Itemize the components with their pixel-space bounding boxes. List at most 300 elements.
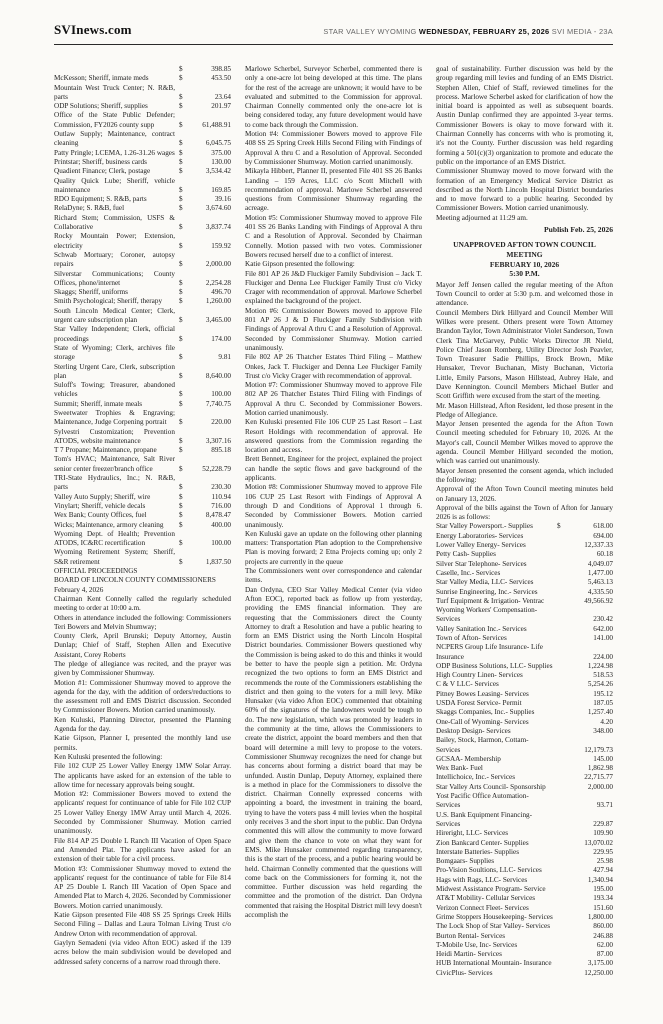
bill-amount [557, 866, 613, 875]
payment-row [54, 84, 231, 103]
bill-name: T-Mobile Use, Inc- Services [436, 940, 518, 949]
dollar-sign: $ [179, 511, 183, 520]
payment-name: Patty Pringle; LCEMA, 1.26-31.26 wages [54, 148, 175, 157]
bill-amount [557, 522, 613, 531]
afton-heading-line: 5:30 P.M. [509, 269, 540, 279]
dateline-location: STAR VALLEY WYOMING [323, 27, 419, 36]
dollar-sign: $ [179, 102, 183, 111]
bill-row [436, 755, 613, 764]
dollar-sign: $ [179, 288, 183, 297]
bill-amount [557, 764, 613, 773]
payment-name: T 7 Propane; Maintenance, propane [54, 446, 157, 455]
amount-value: 1,800.00 [587, 912, 613, 921]
payment-amount [179, 465, 231, 474]
amount-value: 427.94 [593, 866, 613, 875]
payment-amount [179, 400, 231, 409]
bill-row [436, 597, 613, 606]
bill-amount [557, 569, 613, 578]
bill-amount [557, 801, 613, 810]
official-proceedings-heading [54, 567, 231, 595]
dollar-sign: $ [179, 557, 183, 566]
amount-value: 60.18 [596, 550, 613, 559]
bill-row [436, 625, 613, 634]
bill-amount [557, 969, 613, 978]
bill-row [436, 932, 613, 941]
amount-value: 169.85 [211, 185, 231, 194]
minutes-paragraph: Ken Kuluski, Planning Director, presented the Planning Agenda for the day. [54, 715, 231, 734]
payment-name: Schwab Mortuary; Coroner, autopsy repairs [54, 250, 175, 269]
minutes-paragraph: Katie Gipson presented the following: [245, 260, 355, 269]
bill-name: U.S. Bank Equipment Financing- Services [436, 810, 533, 828]
amount-value: 230.42 [593, 615, 613, 624]
payment-amount [179, 121, 231, 130]
minutes-paragraph: Ken Kuluski presented the following: [54, 752, 163, 761]
payment-row [54, 214, 231, 233]
minutes-paragraph: Ken Kuluski presented File 106 CUP 25 Last Resort – Last Resort Holdings with recommendation of approval. He answered questions from the Commission regarding the location and access. [245, 418, 422, 455]
article-columns [54, 65, 613, 978]
bill-row [436, 773, 613, 782]
payment-name: Tom's HVAC; Maintenance, Salt River senior center freezer/branch office [54, 455, 175, 473]
amount-value: 141.00 [593, 634, 613, 642]
minutes-paragraph: Meeting adjourned at 11:29 am. [436, 213, 528, 222]
bill-name: ODP Business Solutions, LLC- Supplies [436, 661, 553, 670]
bill-amount [557, 755, 613, 764]
payment-row [54, 74, 231, 83]
minutes-paragraph: Katie Gipson presented File 408 SS 25 Springs Creek Hills Second Filing – Dallas and Laura Tolman Living Trust c/o Andrew Orton with recommendation of approval. [54, 911, 231, 938]
minutes-paragraph: Mikayla Hibbert, Planner II, presented File 401 SS 26 Banks Landing – 159 Acres, LLC c/o Scott Mitchell with recommendation of approval. Marlowe Scherbel answered questions from Commissioner Shumway regarding the acreage. [245, 167, 422, 213]
bill-name: Heidi Martin- Services [436, 950, 502, 959]
minutes-paragraph: File 814 AP 25 Double L Ranch III Vacation of Open Space and Amended Plat. The applicants have asked for an extension of their table for a civil process. [54, 836, 231, 864]
masthead [54, 22, 613, 38]
dollar-sign: $ [179, 418, 183, 427]
bill-amount [557, 690, 613, 699]
bill-name: High Country Linen- Services [436, 671, 523, 680]
payment-amount [179, 139, 231, 148]
bill-amount [557, 839, 613, 848]
dollar-sign: $ [179, 436, 183, 445]
amount-value: 49,566.92 [584, 596, 613, 605]
payment-name: Richard Stem; Commission, USFS & Collaborative [54, 213, 175, 232]
column-middle [245, 65, 422, 920]
bill-name: HUB International Mountain- Insurance [436, 959, 552, 968]
bill-name: The Lock Shop of Star Valley- Services [436, 922, 551, 931]
payment-row [54, 493, 231, 502]
bill-amount [557, 829, 613, 838]
bill-name: Interstate Batteries- Supplies [436, 847, 520, 856]
publish-date-line: Publish Feb. 25, 2026 [544, 225, 613, 235]
afton-council-heading [436, 240, 613, 278]
dollar-sign: $ [179, 148, 183, 157]
minutes-paragraph: Commissioner Shumway moved to move forward with the formation of an Emergency Medical Service District as described as the North Lincoln Hospital District boundaries and to move forward to a public hearing. Seconded by Commissioner Bowers. Motion carried unanimously. [436, 167, 613, 213]
amount-value: 8,640.00 [205, 371, 231, 380]
payment-amount [179, 223, 231, 232]
bill-amount [557, 634, 613, 643]
amount-value: 159.92 [211, 241, 231, 250]
payment-row [54, 232, 231, 251]
amount-value: 1,340.94 [587, 875, 613, 884]
bill-row [436, 941, 613, 950]
bill-amount [557, 718, 613, 727]
dateline-page-number: SVI MEDIA - 23A [549, 27, 613, 36]
bill-name: C & V LLC- Services [436, 680, 499, 689]
dollar-sign: $ [179, 483, 183, 492]
amount-value: 7,740.75 [205, 399, 231, 408]
heading-line: February 4, 2026 [54, 585, 104, 594]
amount-value: 1,837.50 [205, 557, 231, 566]
amount-value: 3,175.00 [587, 959, 613, 968]
bill-amount [557, 885, 613, 894]
bill-name: Hags with Rags, LLC- Services [436, 875, 528, 884]
bill-amount [557, 783, 613, 792]
payment-row [54, 521, 231, 530]
payment-name: Silverstar Communications; County Offices, phone/internet [54, 269, 175, 287]
payment-row [54, 251, 231, 270]
payment-name: Rocky Mountain Power; Extension, electricity [54, 232, 175, 250]
bill-name: Pitney Bowes Leasing- Services [436, 689, 529, 698]
minutes-paragraph: Ken Kuluski gave an update on the following other planning matters: Transportation Plan adoption to the Comprehensive Plan is moving forward; 2 Etna Projects coming up; only 2 projects are currently in the queue [245, 529, 422, 566]
commission-minutes-part-1 [54, 595, 231, 967]
bill-amount [557, 597, 613, 606]
payment-name: Skaggs; Sheriff, uniforms [54, 288, 128, 297]
afton-paragraph: Mayor Jeff Jensen called the regular meeting of the Afton Town Council to order at 5:30 p.m. and welcomed those in attendance. [436, 280, 613, 308]
amount-value: 3,307.16 [205, 436, 231, 445]
payment-row [54, 455, 231, 474]
payment-row [54, 149, 231, 158]
bill-row [436, 922, 613, 931]
payment-row [54, 511, 231, 520]
afton-paragraph: Approval of the Afton Town Council meeting minutes held on January 13, 2026. [436, 485, 613, 503]
dollar-sign: $ [179, 492, 183, 501]
payment-amount [179, 558, 231, 567]
amount-value: 23.64 [214, 92, 231, 101]
payment-row [54, 363, 231, 382]
minutes-paragraph: Motion #7: Commissioner Shumway moved to approve File 802 AP 26 Thatcher Estates Third Filing with Findings of Approval A thru C. Seconded by Commissioner Bowers. Motion carried unanimously. [245, 381, 422, 417]
vendor-payments-list [54, 65, 231, 567]
amount-value: 12,179.73 [584, 745, 613, 754]
bill-row [436, 708, 613, 717]
minutes-paragraph: Motion #8: Commissioner Shumway moved to approve File 106 CUP 25 Last Resort with Findings of Approval A through D and Conditions of Approval 1 through 6. Seconded by Commissioner Bowers. Motion carried unanimously. [245, 483, 422, 529]
bill-row [436, 839, 613, 848]
afton-council-minutes [436, 281, 613, 523]
amount-value: 193.34 [593, 894, 613, 903]
amount-value: 518.53 [593, 671, 613, 680]
payment-name: Quality Quick Lube; Sheriff, vehicle maintenance [54, 176, 175, 194]
dollar-sign: $ [179, 241, 183, 250]
payment-amount [179, 539, 231, 548]
payment-row [54, 446, 231, 455]
bill-name: NCPERS Group Life Insurance- Life Insurance [436, 643, 543, 661]
dollar-sign: $ [179, 334, 183, 343]
payment-name: ODP Solutions; Sheriff, supplies [54, 102, 148, 111]
payment-name: Sylvestri Customization; Prevention ATODS, website maintenance [54, 427, 175, 445]
amount-value: 93.71 [596, 801, 613, 810]
bill-amount [557, 541, 613, 550]
afton-heading-line: FEBRUARY 10, 2026 [489, 259, 560, 269]
payment-row [54, 325, 231, 344]
amount-value: 4,049.07 [587, 559, 613, 568]
payment-row [54, 548, 231, 567]
bill-name: Intellichoice, Inc.- Services [436, 773, 516, 782]
afton-paragraph: Mr. Mason Hillstead, Afton Resident, led those present in the Pledge of Allegiance. [436, 401, 613, 419]
payment-row [54, 158, 231, 167]
bill-row [436, 736, 613, 755]
payment-amount [179, 372, 231, 381]
bill-amount [557, 848, 613, 857]
bill-name: Valley Sanitation Inc.- Services [436, 624, 527, 633]
bill-row [436, 727, 613, 736]
dollar-sign: $ [179, 278, 183, 287]
payment-name: Wyoming Retirement System; Sheriff, S&R retirement [54, 548, 175, 566]
bill-row [436, 541, 613, 550]
amount-value: 4.20 [600, 717, 613, 726]
amount-value: 187.05 [593, 699, 613, 708]
bill-name: Bailey, Stock, Harmon, Cottam- Services [436, 736, 529, 754]
bill-row [436, 550, 613, 559]
amount-value: 151.60 [593, 903, 613, 912]
payment-row [54, 400, 231, 409]
bill-name: Star Valley Arts Council- Sponsorship [436, 782, 546, 791]
amount-value: 3,534.42 [205, 167, 231, 176]
dateline [323, 27, 613, 36]
bill-amount [557, 615, 613, 624]
bill-name: CivicPlus- Services [436, 968, 493, 977]
minutes-paragraph: File 801 AP 26 J&D Fluckiger Family Subdivision – Jack T. Fluckiger and Denna Lee Fluckiger Family Trust c/o Vicky Crager with recommendation of approval. Marlowe Scherbel explained the background of the project. [245, 269, 422, 306]
payment-name: Sterling Urgent Care, Clerk, subscription plan [54, 362, 175, 380]
bill-row [436, 904, 613, 913]
payment-name: Office of the State Public Defender; Commission, FY2026 county supp [54, 111, 175, 129]
payment-amount [179, 260, 231, 269]
bill-row [436, 848, 613, 857]
commission-minutes-part-3 [436, 65, 613, 223]
payment-row [54, 474, 231, 493]
payment-name: Summit; Sheriff, inmate meals [54, 399, 143, 408]
amount-value: 4,335.50 [587, 587, 613, 596]
payment-amount [179, 335, 231, 344]
dollar-sign: $ [557, 522, 561, 531]
amount-value: 195.12 [593, 689, 613, 698]
payment-amount [179, 390, 231, 399]
bill-name: Petty Cash- Supplies [436, 550, 496, 559]
payment-amount [179, 353, 231, 362]
bill-amount [557, 950, 613, 959]
bill-name: Star Valley Media, LLC- Services [436, 578, 534, 587]
bill-name: Skaggs Companies, Inc.- Supplies [436, 708, 535, 717]
amount-value: 52,228.79 [202, 464, 231, 473]
bill-row [436, 959, 613, 968]
amount-value: 5,463.13 [587, 578, 613, 587]
amount-value: 1,862.98 [587, 764, 613, 773]
dollar-sign: $ [179, 167, 183, 176]
bill-amount [557, 550, 613, 559]
amount-value: 1,477.00 [587, 568, 613, 577]
amount-value: 230.30 [211, 483, 231, 492]
bill-row [436, 857, 613, 866]
bill-row [436, 718, 613, 727]
dollar-sign: $ [179, 139, 183, 148]
payment-row [54, 502, 231, 511]
amount-value: 6,045.75 [205, 139, 231, 148]
amount-value: 375.00 [211, 148, 231, 157]
amount-value: 2,000.00 [205, 260, 231, 269]
bill-row [436, 792, 613, 811]
heading-line: OFFICIAL PROCEEDINGS [54, 567, 138, 576]
bill-name: Bomgaars- Supplies [436, 857, 495, 866]
payment-name: Vinylart; Sheriff, vehicle decals [54, 501, 146, 510]
bill-row [436, 569, 613, 578]
amount-value: 400.00 [211, 520, 231, 529]
amount-value: 22,715.77 [584, 773, 613, 782]
amount-value: 229.87 [593, 819, 613, 828]
amount-value: 5,254.26 [587, 680, 613, 689]
amount-value: 13,070.02 [584, 838, 613, 847]
payment-name: Star Valley Independent; Clerk, official proceedings [54, 325, 175, 343]
amount-value: 224.00 [593, 652, 613, 661]
payment-amount [179, 279, 231, 288]
bill-name: AT&T Mobility- Cellular Services [436, 894, 536, 903]
dollar-sign: $ [179, 390, 183, 399]
payment-amount [179, 483, 231, 492]
afton-paragraph: Mayor Jensen presented the agenda for the Afton Town Council meeting scheduled for February 10, 2026. At the Mayor's call, Council Member Wilkes moved to approve the agenda. Council Member Hillyard seconded the motion, which was carried out unanimously. [436, 420, 613, 466]
minutes-paragraph: Motion #4: Commissioner Bowers moved to approve File 408 SS 25 Spring Creek Hills Second Filing with Findings of Approval A thru C and a Resolution of Approval. Seconded by Commissioner Shumway. Motion carried unanimously. [245, 130, 422, 166]
amount-value: 860.00 [593, 922, 613, 931]
bill-row [436, 699, 613, 708]
amount-value: 220.00 [211, 418, 231, 427]
payment-row [54, 177, 231, 196]
minutes-paragraph: Brett Bennett, Engineer for the project, explained the project can handle the septic flows and gave background of the applicants. [245, 455, 422, 483]
bill-amount [557, 560, 613, 569]
dateline-date: WEDNESDAY, FEBRUARY 25, 2026 [418, 27, 550, 36]
bill-row [436, 560, 613, 569]
bill-name: Town of Afton- Services [436, 634, 507, 642]
payment-amount [179, 149, 231, 158]
amount-value: 12,250.00 [584, 968, 613, 977]
bill-name: GCSAA- Membership [436, 754, 501, 763]
payment-name: Sweetwater Trophies & Engraving; Maintenance, Judge Corpening portrait [54, 408, 175, 427]
bill-name: Caselle, Inc.- Services [436, 568, 501, 577]
bill-amount [557, 727, 613, 736]
bill-amount [557, 959, 613, 968]
payment-row [54, 297, 231, 306]
bill-row [436, 783, 613, 792]
amount-value: 496.70 [211, 288, 231, 297]
bill-row [436, 522, 613, 531]
site-title: SVInews.com [54, 22, 132, 37]
payment-name: McKesson; Sheriff, inmate meds [54, 74, 149, 83]
bill-name: Midwest Assistance Program- Service [436, 885, 546, 894]
bill-amount [557, 820, 613, 829]
payment-amount [179, 186, 231, 195]
bill-name: Silver Star Telephone- Services [436, 559, 527, 568]
amount-value: 109.90 [593, 829, 613, 838]
minutes-paragraph: Motion #1: Commissioner Shumway moved to approve the agenda for the day, with the addition of orders/reductions to the assessment roll and EMS District discussion. Seconded by Commissioner Bowers. Motion carried unanimously. [54, 678, 231, 715]
bill-name: Hireright, LLC- Services [436, 829, 509, 838]
payment-name: Smith Psychological; Sheriff, therapy [54, 297, 163, 306]
amount-value: 174.00 [211, 334, 231, 343]
dollar-sign: $ [179, 195, 183, 204]
minutes-paragraph: goal of sustainability. Further discussion was held by the group regarding mill levies and funding of an EMS District. Stephen Allen, Chief of Staff, reviewed timelines for the process. Marlowe Scherbel asked for clarification of how the initial board is appointed as well as subsequent boards. Austin Dunlap confirmed they are appointed 3-year terms. Commissioner Bowers is okay to move forward with it. Chairman Connelly has concerns with who is promoting it, it's not the County. Further discussion was held regarding forming a 501(c)(3) organization to promote and educate the public on the importance of an EMS District. [436, 65, 613, 166]
minutes-paragraph: Chairman Kent Connelly called the regularly scheduled meeting to order at 10:00 a.m. [54, 594, 231, 613]
masthead-rule [54, 44, 613, 45]
amount-value: 246.88 [593, 931, 613, 940]
amount-value: 100.00 [211, 539, 231, 548]
payment-name: Suloff's Towing; Treasurer, abandoned vehicles [54, 381, 175, 399]
bill-name: One-Call of Wyoming- Services [436, 717, 529, 726]
amount-value: 62.00 [596, 940, 613, 949]
amount-value: 3,465.00 [205, 316, 231, 325]
amount-value: 145.00 [593, 754, 613, 763]
payment-name: State of Wyoming; Clerk, archives file storage [54, 343, 175, 362]
bill-name: Lower Valley Energy- Services [436, 541, 526, 550]
bill-row [436, 950, 613, 959]
bill-amount [557, 876, 613, 885]
bill-name: Zion Bankcard Center- Supplies [436, 838, 529, 847]
minutes-paragraph: Gaylyn Semadeni (via video Afton EOC) asked if the 139 acres below the main subdivision would be developed and addressed safety concerns of a narrow road through there. [54, 938, 231, 966]
bill-name: Wyoming Workers' Compensation- Services [436, 606, 538, 624]
column-left [54, 65, 231, 967]
payment-name: Wicks; Maintenance, armory cleaning [54, 520, 164, 529]
bill-amount [557, 894, 613, 903]
payment-amount [179, 74, 231, 83]
dollar-sign: $ [179, 223, 183, 232]
minutes-paragraph: County Clerk, April Brunski; Deputy Attorney, Austin Dunlap; Chief of Staff, Stephen Allen and Executive Assistant, Corey Roberts [54, 632, 231, 659]
minutes-paragraph: Katie Gipson, Planner I, presented the monthly land use permits. [54, 734, 231, 752]
dollar-sign: $ [179, 316, 183, 325]
payment-name: Wyoming Dept. of Health; Prevention ATODS, IC&RC recertification [54, 529, 175, 548]
bill-row [436, 829, 613, 838]
payment-amount [179, 418, 231, 427]
dollar-sign: $ [179, 501, 183, 510]
bill-amount [557, 708, 613, 717]
payment-amount [179, 493, 231, 502]
amount-value: 348.00 [593, 726, 613, 735]
bill-amount [557, 922, 613, 931]
dollar-sign: $ [179, 446, 183, 455]
amount-value: 1,260.00 [205, 297, 231, 306]
payment-row [54, 288, 231, 297]
bill-name: Pro-Vision Soultions, LLC- Services [436, 866, 542, 875]
bill-amount [557, 588, 613, 597]
afton-paragraph: Mayor Jensen presented the consent agenda, which included the following: [436, 466, 613, 484]
bill-row [436, 643, 613, 662]
dollar-sign: $ [179, 371, 183, 380]
bill-row [436, 690, 613, 699]
dollar-sign: $ [179, 260, 183, 269]
payment-row [54, 409, 231, 428]
payment-row [54, 130, 231, 149]
amount-value: 110.94 [211, 492, 231, 501]
column-right [436, 65, 613, 978]
payment-amount [179, 65, 231, 74]
amount-value: 39.16 [214, 195, 231, 204]
amount-value: 195.00 [593, 885, 613, 894]
payment-name: Printstar; Sheriff, business cards [54, 157, 147, 166]
minutes-paragraph: File 802 AP 26 Thatcher Estates Third Filing – Matthew Onkes, Jack T. Fluckiger and Denna Lee Fluckiger Family Trust c/o Vicky Crager with recommendation of approval. [245, 353, 422, 380]
bill-name: Yost Pacific Office Automation- Services [436, 792, 529, 810]
minutes-paragraph: Others in attendance included the following: Commissioners Teri Bowers and Melvin Shumway; [54, 613, 231, 631]
payment-amount [179, 102, 231, 111]
payment-amount [179, 511, 231, 520]
bill-amount [557, 773, 613, 782]
bill-amount [557, 913, 613, 922]
amount-value: 1,257.40 [587, 708, 613, 717]
payment-amount [179, 316, 231, 325]
bill-name: Sunrise Engineering, Inc.- Services [436, 587, 538, 596]
payment-amount [179, 195, 231, 204]
amount-value: 3,674.60 [205, 204, 231, 213]
bill-row [436, 811, 613, 830]
payment-row [54, 195, 231, 204]
payment-row [54, 530, 231, 549]
